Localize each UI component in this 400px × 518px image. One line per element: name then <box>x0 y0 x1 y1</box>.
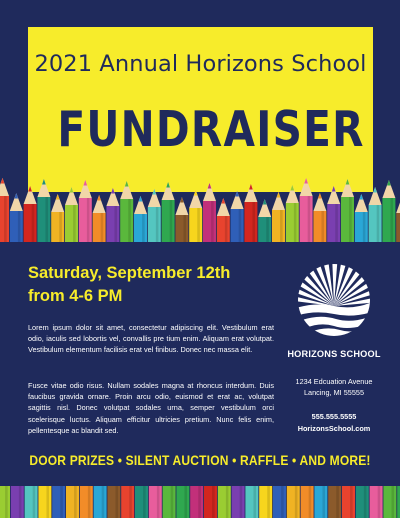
sunrise-horizon-logo-icon <box>296 262 372 342</box>
pencil <box>300 178 313 242</box>
pencil <box>79 180 92 242</box>
pencil <box>286 185 299 242</box>
pencil <box>383 486 396 518</box>
pencil <box>135 486 148 518</box>
pencil <box>106 188 119 242</box>
school-contact <box>278 411 390 434</box>
pencil <box>341 179 354 242</box>
pencil <box>259 486 272 518</box>
highlights-banner: DOOR PRIZES • SILENT AUCTION • RAFFLE • AND MORE! <box>29 452 371 468</box>
school-name: HORIZONS SCHOOL <box>287 349 381 359</box>
pencil <box>121 486 134 518</box>
pencil <box>149 486 162 518</box>
pencil <box>244 184 257 242</box>
colored-pencils-bottom <box>0 486 400 518</box>
pencil <box>10 193 23 242</box>
pencil <box>258 199 271 242</box>
colored-pencils-top <box>0 172 400 242</box>
event-title: FUNDRAISER <box>57 101 365 158</box>
pencil <box>231 191 244 242</box>
school-address <box>278 376 390 398</box>
event-datetime <box>28 262 230 308</box>
pencil <box>245 486 258 518</box>
pencil <box>287 486 300 518</box>
body-paragraph-2: Fusce vitae odio risus. Nullam sodales magna at rhoncus interdum. Duis faucibus gravida ornare. Proin arcu odio, euismod et erat ac, volutpat sagittis nisl. Donec volutpat sodales urna, semper vestibulum orci scelerisque luctus. Aliquam efficitur ultricies pretium. Nunc felis enim, pellentesque ac blandit sed. <box>28 381 274 435</box>
pencil <box>24 186 37 242</box>
pencil <box>313 193 326 242</box>
pencil <box>94 486 107 518</box>
pencil <box>218 486 231 518</box>
school-website: HorizonsSchool.com <box>297 423 371 433</box>
pencil <box>37 179 50 242</box>
pencil <box>107 486 120 518</box>
pencil <box>356 486 369 518</box>
pencils-top-graphic <box>0 172 400 242</box>
pencil <box>0 486 10 518</box>
pencil <box>355 194 368 242</box>
pencil <box>163 486 176 518</box>
pencil <box>93 195 106 242</box>
event-date: Saturday, September 12th <box>28 264 231 282</box>
pencil <box>38 486 51 518</box>
pencil <box>148 189 161 242</box>
body-paragraph-1: Lorem ipsum dolor sit amet, consectetur adipiscing elit. Vestibulum erat odio, iaculis sed lobortis vel, convallis pre tium enim. Aliquam erat volutpat. Vestibulum elementum facilisis erat vel finibus. Donec nec massa elit. <box>28 323 274 355</box>
pencil <box>51 194 64 242</box>
pencil <box>370 486 383 518</box>
pencil <box>65 187 78 242</box>
address-line-1: 1234 Edcuation Avenue <box>295 377 373 386</box>
pencil <box>203 183 216 242</box>
pencil <box>232 486 245 518</box>
pencil <box>342 486 355 518</box>
school-phone: 555.555.5555 <box>311 412 357 421</box>
pencil <box>327 186 340 242</box>
pencils-bottom-graphic <box>0 486 400 518</box>
pencil <box>52 486 65 518</box>
pencil <box>120 181 133 242</box>
pencil <box>66 486 79 518</box>
pencil <box>134 196 147 242</box>
pencil <box>25 486 38 518</box>
pencil <box>190 486 203 518</box>
address-line-2: Lancing, MI 55555 <box>303 388 365 397</box>
event-time: from 4-6 PM <box>28 287 123 305</box>
pencil <box>11 486 24 518</box>
pencil <box>176 486 189 518</box>
event-subtitle: 2021 Annual Horizons School <box>34 51 367 77</box>
pencil <box>189 190 202 242</box>
pencil <box>382 180 395 242</box>
pencil <box>80 486 93 518</box>
pencil <box>217 198 230 242</box>
pencil <box>396 195 400 242</box>
pencil <box>273 486 286 518</box>
title-box <box>28 27 373 192</box>
pencil <box>0 178 9 242</box>
pencil <box>369 187 382 242</box>
pencil <box>204 486 217 518</box>
pencil <box>314 486 327 518</box>
pencil <box>272 192 285 242</box>
pencil <box>162 182 175 242</box>
pencil <box>175 197 188 242</box>
pencil <box>301 486 314 518</box>
pencil <box>328 486 341 518</box>
